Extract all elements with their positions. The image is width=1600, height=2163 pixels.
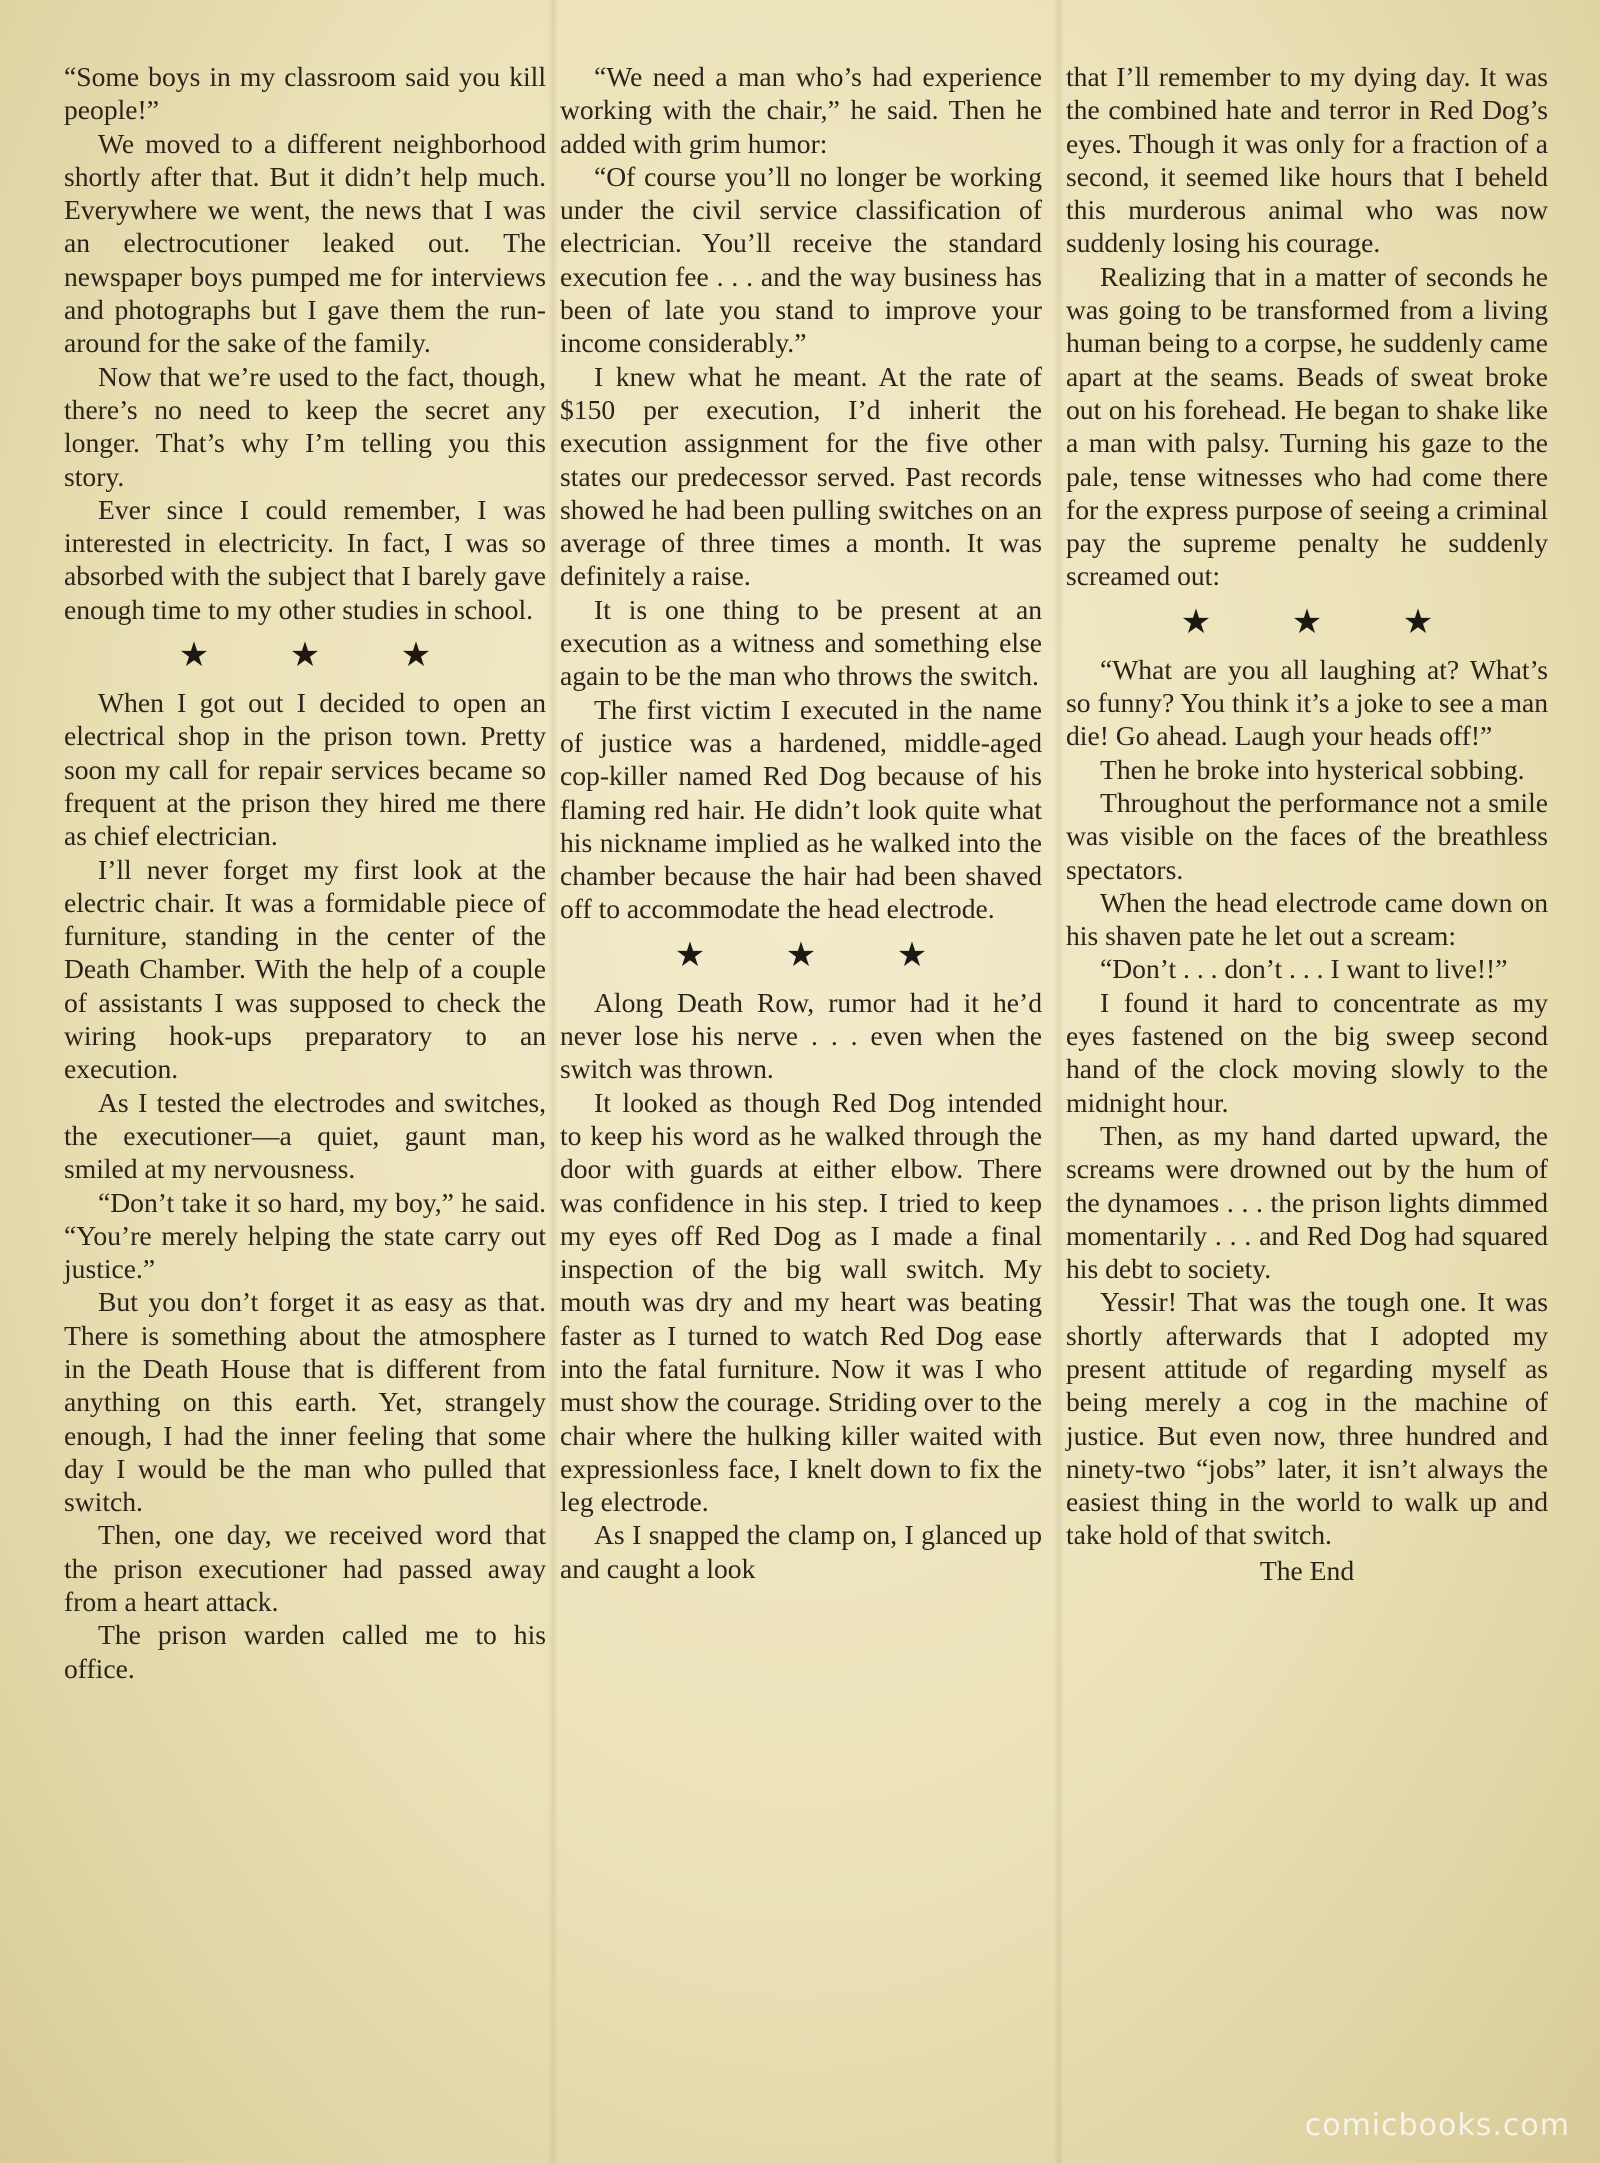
text-column-2 (560, 60, 1042, 1585)
paragraph: When I got out I decided to open an electrical shop in the prison town. Pretty soon my call for repair services became so frequent at the prison they hired me there as chief electrician. (64, 687, 546, 852)
paragraph: “What are you all laughing at? What’s so funny? You think it’s a joke to see a man die! Go ahead. Laugh your heads off!” (1066, 653, 1548, 752)
text-column-1 (64, 60, 546, 1685)
paragraph: I’ll never forget my first look at the electric chair. It was a formidable piece of furniture, standing in the center of the Death Chamber. With the help of a couple of assistants I was supposed to check the wiring hook-ups preparatory to an execution. (64, 853, 546, 1085)
paragraph: Throughout the performance not a smile was visible on the faces of the breathless spectators. (1066, 786, 1548, 885)
text-column-3 (1066, 60, 1548, 1587)
paragraph: It looked as though Red Dog intended to keep his word as he walked through the door with guards at either elbow. There was confidence in his step. I tried to keep my eyes off Red Dog as I made a final inspection of the big wall switch. My mouth was dry and my heart was beating faster as I turned to watch Red Dog ease into the fatal furniture. Now it was I who must show the courage. Striding over to the chair where the hulking killer waited with expressionless face, I knelt down to fix the leg electrode. (560, 1086, 1042, 1518)
story-end-label: The End (1259, 1554, 1355, 1586)
paragraph: “We need a man who’s had experience working with the chair,” he said. Then he added with grim humor: (560, 61, 1042, 159)
paragraph: “Some boys in my classroom said you kill people!” (64, 61, 546, 126)
paragraph: “Of course you’ll no longer be working under the civil service classification of electrician. You’ll receive the standard execution fee . . . and the way business has been of late you stand to improve your income considerably.” (560, 160, 1042, 359)
paragraph: But you don’t forget it as easy as that. There is something about the atmosphere in the Death House that is different from anything on this earth. Yet, strangely enough, I had the inner feeling that some day I would be the man who pulled that switch. (64, 1286, 546, 1518)
paragraph: Along Death Row, rumor had it he’d never lose his nerve . . . even when the switch was thrown. (560, 986, 1042, 1085)
paragraph: Then, one day, we received word that the prison executioner had passed away from a heart attack. (64, 1519, 546, 1618)
paragraph: Yessir! That was the tough one. It was shortly afterwards that I adopted my present attitude of regarding myself as being merely a cog in the machine of justice. But even now, three hundred and ninety-two “jobs” later, it isn’t always the easiest thing in the world to walk up and take hold of that switch. (1066, 1286, 1548, 1551)
paragraph: The prison warden called me to his office. (64, 1619, 546, 1684)
section-break-stars: ★ ★ ★ (178, 637, 468, 675)
paragraph: Then, as my hand darted upward, the screams were drowned out by the hum of the dynamoes . . . the prison lights dimmed momentarily . . . and Red Dog had squared his debt to society. (1066, 1119, 1548, 1285)
paragraph: We moved to a different neighborhood shortly after that. But it didn’t help much. Everywhere we went, the news that I was an electrocutioner leaked out. The newspaper boys pumped me for interviews and photographs but I gave them the run-around for the sake of the family. (64, 127, 546, 359)
watermark-credit: comicbooks.com (1304, 2108, 1570, 2143)
paragraph: “Don’t . . . don’t . . . I want to live!!” (1100, 953, 1508, 985)
column-gutter (548, 0, 558, 2163)
paragraph: “Don’t take it so hard, my boy,” he said. “You’re merely helping the state carry out justice.” (64, 1186, 546, 1285)
paragraph: It is one thing to be present at an execution as a witness and something else again to be the man who throws the switch. (560, 593, 1042, 692)
paragraph: I knew what he meant. At the rate of $150 per execution, I’d inherit the execution assignment for the five other states our predecessor served. Past records showed he had been pulling switches on an average of three times a month. It was definitely a raise. (560, 360, 1042, 592)
section-break-stars: ★ ★ ★ (1180, 603, 1470, 641)
paragraph: As I tested the electrodes and switches, the executioner—a quiet, gaunt man, smiled at my nervousness. (64, 1086, 546, 1185)
paragraph: The first victim I executed in the name of justice was a hardened, middle-aged cop-killer named Red Dog because of his flaming red hair. He didn’t look quite what his nickname implied as he walked into the chamber because the hair had been shaved off to accommodate the head electrode. (560, 693, 1042, 925)
paragraph: Now that we’re used to the fact, though, there’s no need to keep the secret any longer. That’s why I’m telling you this story. (64, 360, 546, 492)
paragraph: that I’ll remember to my dying day. It was the combined hate and terror in Red Dog’s eyes. Though it was only for a fraction of a second, it seemed like hours that I beheld this murderous animal who was now suddenly losing his courage. (1066, 61, 1548, 259)
paragraph: Ever since I could remember, I was interested in electricity. In fact, I was so absorbed with the subject that I barely gave enough time to my other studies in school. (64, 493, 546, 625)
paragraph: Then he broke into hysterical sobbing. (1100, 753, 1525, 785)
section-break-stars: ★ ★ ★ (674, 936, 964, 974)
paragraph: Realizing that in a matter of seconds he was going to be transformed from a living human being to a corpse, he suddenly came apart at the seams. Beads of sweat broke out on his forehead. He began to shake like a man with palsy. Turning his gaze to the pale, tense witnesses who had come there for the express purpose of seeing a criminal pay the supreme penalty he suddenly screamed out: (1066, 260, 1548, 592)
paragraph: I found it hard to concentrate as my eyes fastened on the big sweep second hand of the clock moving slowly to the midnight hour. (1066, 986, 1548, 1118)
column-gutter (1054, 0, 1064, 2163)
paragraph: When the head electrode came down on his shaven pate he let out a scream: (1066, 886, 1548, 952)
paragraph: As I snapped the clamp on, I glanced up and caught a look (560, 1519, 1042, 1584)
